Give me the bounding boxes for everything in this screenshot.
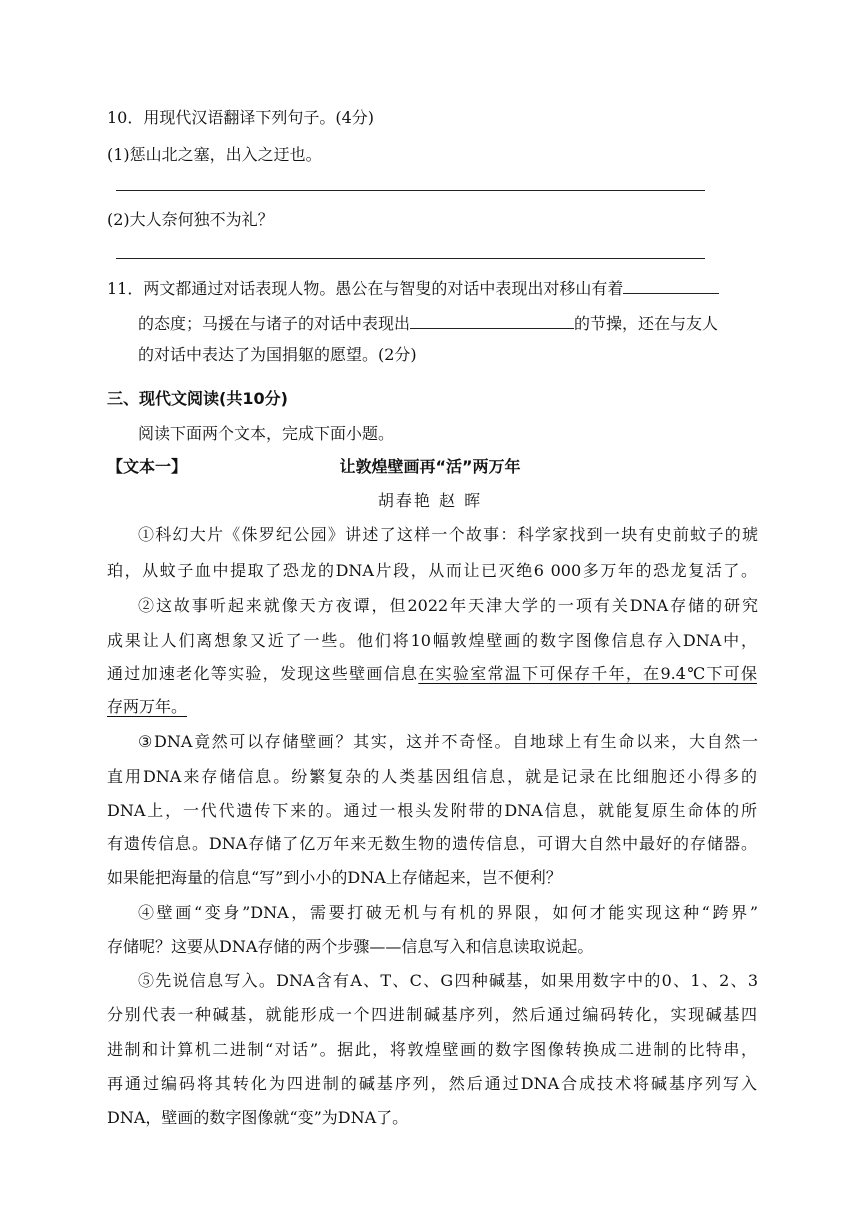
q11-text-1: 11．两文都通过对话表现人物。愚公在与智叟的对话中表现出对移山有着	[107, 279, 624, 298]
q10-sentence-1: (1)惩山北之塞，出入之迂也。	[107, 145, 322, 164]
paragraph-5-line-1: ⑤先说信息写入。DNA含有A、T、C、G四种碱基，如果用数字中的0、1、2、3	[138, 971, 758, 990]
q10-prompt: 10．用现代汉语翻译下列句子。(4分)	[107, 108, 375, 127]
paragraph-1-line-2: 珀，从蚊子血中提取了恐龙的DNA片段，从而让已灭绝6 000多万年的恐龙复活了。	[107, 561, 757, 580]
paragraph-5-line-3: 进制和计算机二进制“对话”。据此，将敦煌壁画的数字图像转换成二进制的比特串，	[107, 1040, 757, 1059]
article-title: 让敦煌壁画再“活”两万年	[339, 457, 521, 476]
paragraph-3-line-1: ③DNA竟然可以存储壁画？其实，这并不奇怪。自地球上有生命以来，大自然一	[138, 732, 758, 751]
paragraph-4-line-2: 存储呢？这要从DNA存储的两个步骤——信息写入和信息读取说起。	[107, 937, 594, 956]
q10-sentence-2: (2)大人奈何独不为礼？	[107, 210, 274, 229]
q11-blank-1[interactable]	[623, 277, 719, 294]
article-authors: 胡春艳 赵 晖	[377, 491, 483, 510]
paragraph-2-text-3a: 通过加速老化等实验，发现这些壁画信息	[107, 664, 419, 683]
paragraph-4-line-1: ④壁画“变身”DNA，需要打破无机与有机的界限，如何才能实现这种“跨界”	[138, 903, 758, 922]
paragraph-3-line-3: DNA上，一代代遗传下来的。通过一根头发附带的DNA信息，就能复原生命体的所	[107, 801, 757, 820]
underlined-phrase-1: 在实验室常温下可保存千年，在9.4℃下可保	[418, 664, 757, 683]
paragraph-5-line-2: 分别代表一种碱基，就能形成一个四进制碱基序列，然后通过编码转化，实现碱基四	[107, 1005, 757, 1024]
paragraph-3-line-2: 直用DNA来存储信息。纷繁复杂的人类基因组信息，就是记录在比细胞还小得多的	[107, 767, 757, 786]
paragraph-3-line-4: 有遗传信息。DNA存储了亿万年来无数生物的遗传信息，可谓大自然中最好的存储器。	[107, 834, 757, 853]
q11-line-2	[138, 312, 758, 334]
q11-text-2b: 的节操，还在与友人	[574, 314, 719, 333]
text-one-label: 【文本一】	[107, 457, 188, 476]
section-3-heading: 三、现代文阅读(共10分)	[107, 389, 288, 408]
paragraph-2-line-4	[107, 697, 757, 717]
paragraph-2-line-1: ②这故事听起来就像天方夜谭，但2022年天津大学的一项有关DNA存储的研究	[138, 596, 758, 615]
q11-line-3: 的对话中表达了为国捐躯的愿望。(2分)	[138, 345, 417, 364]
q10-answer-line-2[interactable]	[116, 258, 705, 259]
underlined-phrase-2: 存两万年。	[107, 697, 188, 716]
q10-answer-line-1[interactable]	[116, 190, 705, 191]
paragraph-1-line-1: ①科幻大片《侏罗纪公园》讲述了这样一个故事：科学家找到一块有史前蚊子的琥	[138, 525, 758, 544]
q11-blank-2[interactable]	[410, 312, 574, 329]
section-3-intro: 阅读下面两个文本，完成下面小题。	[138, 424, 395, 443]
paragraph-5-line-4: 再通过编码将其转化为四进制的碱基序列，然后通过DNA合成技术将碱基序列写入	[107, 1074, 757, 1093]
q11-text-2a: 的态度；马援在与诸子的对话中表现出	[138, 314, 411, 333]
q11-line-1	[107, 277, 757, 299]
paragraph-2-line-3	[107, 664, 757, 684]
paragraph-2-line-2: 成果让人们离想象又近了一些。他们将10幅敦煌壁画的数字图像信息存入DNA中，	[107, 631, 757, 650]
paragraph-3-line-5: 如果能把海量的信息“写”到小小的DNA上存储起来，岂不便利？	[107, 868, 562, 887]
paragraph-5-line-5: DNA，壁画的数字图像就“变”为DNA了。	[107, 1108, 409, 1127]
